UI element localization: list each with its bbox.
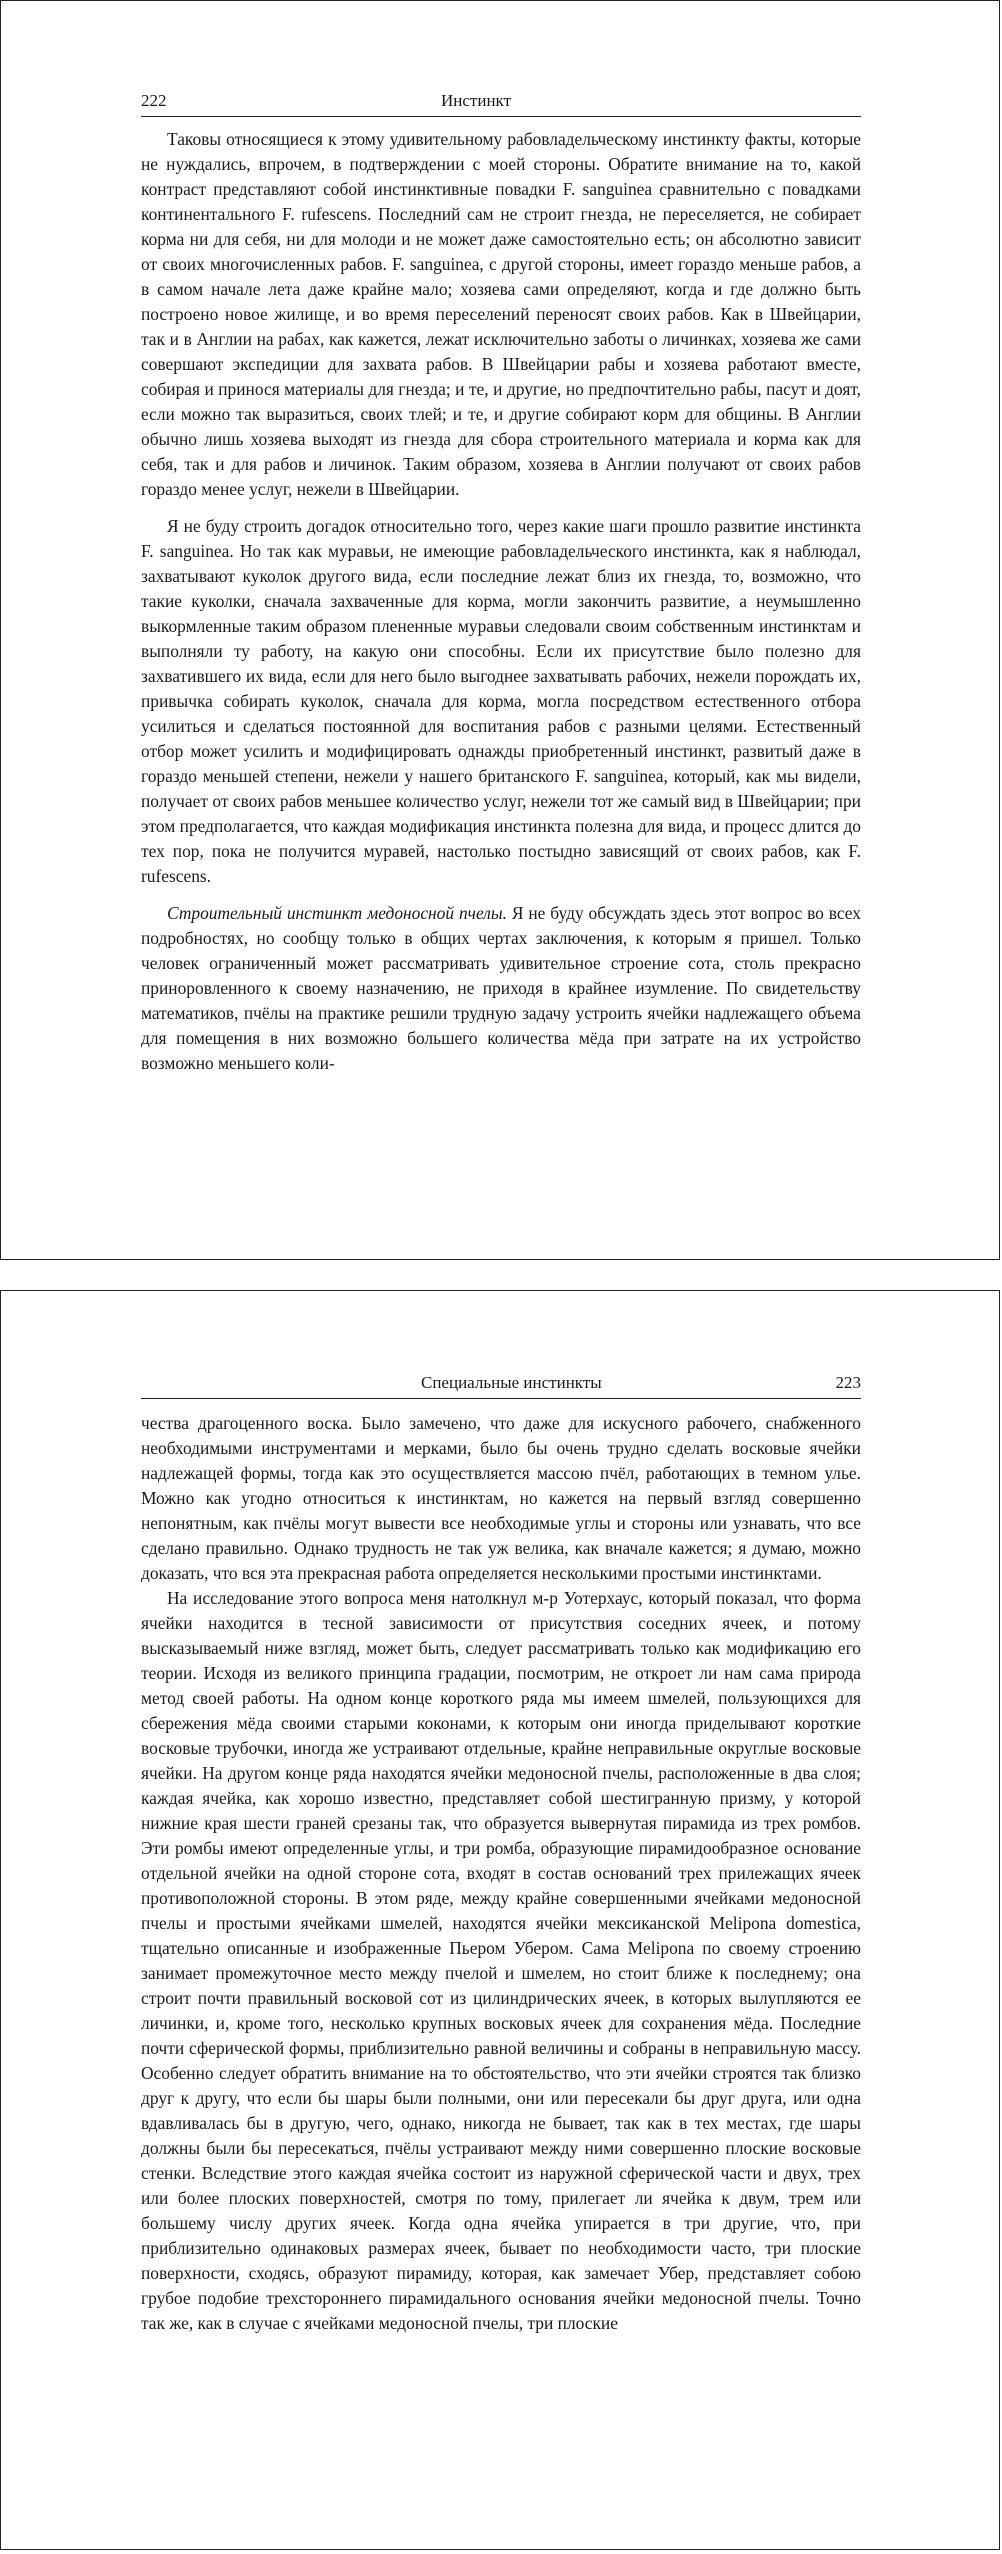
running-header bbox=[141, 1372, 861, 1399]
running-title: Инстинкт bbox=[441, 91, 512, 110]
page-body bbox=[141, 127, 861, 1076]
paragraph: Я не буду строить догадок относительно того, через какие шаги прошло развитие инстинкта F. sanguinea. Но так как муравьи, не имеющие рабовладельческого инстинкта, как я наблюдал, захватывают куколок другого вида, если последние лежат близ их гнезда, то, возможно, что такие куколки, сначала захваченные для корма, могли закончить развитие, а неумышленно выкормленные таким образом плененные муравьи следовали своим собственным инстинктам и выполняли ту работу, на какую они способны. Если их присутствие было полезно для захватившего их вида, если для него было выгоднее захватывать рабочих, нежели порождать их, привычка собирать куколок, сначала для корма, могла посредством естественного отбора усилиться и сделаться постоянной для воспитания рабов с разными целями. Естественный отбор может усилить и модифицировать однажды приобретенный инстинкт, развитый даже в гораздо меньшей степени, нежели у нашего британского F. sanguinea, который, как мы видели, получает от своих рабов меньшее количество услуг, нежели тот же самый вид в Швейцарии; при этом предполагается, что каждая модификация инстинкта полезна для вида, и процесс длится до тех пор, пока не получится муравей, настолько постыдно зависящий от своих рабов, как F. rufescens. bbox=[141, 516, 861, 886]
page-222 bbox=[0, 0, 1000, 1260]
paragraph: Таковы относящиеся к этому удивительному рабовладельческому инстинкту факты, которые не нуждались, впрочем, в подтверждении с моей стороны. Обратите внимание на то, какой контраст представляют собой инстинктивные повадки F. sanguinea сравнительно с повадками континентального F. rufescens. Последний сам не строит гнезда, не переселяется, не собирает корма ни для себя, ни для молоди и не может даже самостоятельно есть; он абсолютно зависит от своих многочисленных рабов. F. sanguinea, с другой стороны, имеет гораздо меньше рабов, а в самом начале лета даже крайне мало; хозяева сами определяют, когда и где должно быть построено новое жилище, и во время переселений переносят своих рабов. Как в Швейцарии, так и в Англии на рабах, как кажется, лежат исключительно заботы о личинках, хозяева же сами совершают экспедиции для захвата рабов. В Швейцарии рабы и хозяева работают вместе, собирая и принося материалы для гнезда; и те, и другие, но предпочтительно рабы, пасут и доят, если можно так выразиться, своих тлей; и те, и другие собирают корм для общины. В Англии обычно лишь хозяева выходят из гнезда для сбора строительного материала и корма как для себя, так и для рабов и личинок. Таким образом, хозяева в Англии получают от своих рабов гораздо менее услуг, нежели в Швейцарии. bbox=[141, 129, 861, 499]
page-223 bbox=[0, 1290, 1000, 2550]
section-paragraph bbox=[141, 901, 861, 1076]
section-text: Я не буду обсуждать здесь этот вопрос во всех подробностях, но сообщу только в общих чертах заключения, к которым я пришел. Только человек ограниченный может рассматривать удивительное строение сота, столь прекрасно приноровленного к своему назначению, не приходя в крайнее изумление. По свидетельству математиков, пчёлы на практике решили трудную задачу устроить ячейки надлежащего объема для помещения в них возможно большего количества мёда при затрате на их устройство возможно меньшего коли- bbox=[141, 903, 861, 1073]
page-body bbox=[141, 1411, 861, 2336]
page-gap bbox=[0, 1260, 1002, 1290]
page-number: 222 bbox=[141, 91, 167, 110]
section-heading: Строительный инстинкт медоносной пчелы. bbox=[167, 903, 507, 923]
running-title: Специальные инстинкты bbox=[421, 1373, 602, 1392]
page-number: 223 bbox=[835, 1373, 861, 1392]
paragraph: чества драгоценного воска. Было замечено, что даже для искусного рабочего, снабженного необходимыми инструментами и мерками, было бы очень трудно сделать восковые ячейки надлежащей формы, тогда как это осуществляется массою пчёл, работающих в темном улье. Можно как угодно относиться к инстинктам, но кажется на первый взгляд совершенно непонятным, как пчёлы могут вывести все необходимые углы и стороны или узнавать, что все сделано правильно. Однако трудность не так уж велика, как вначале кажется; я думаю, можно доказать, что вся эта прекрасная работа определяется несколькими простыми инстинктами. bbox=[141, 1413, 861, 1583]
paragraph: На исследование этого вопроса меня натолкнул м-р Уотерхаус, который показал, что форма ячейки находится в тесной зависимости от присутствия соседних ячеек, и потому высказываемый ниже взгляд, может быть, следует рассматривать только как модификацию его теории. Исходя из великого принципа градации, посмотрим, не откроет ли нам сама природа метод своей работы. На одном конце короткого ряда мы имеем шмелей, пользующихся для сбережения мёда своими старыми коконами, к которым они иногда приделывают короткие восковые трубочки, иногда же устраивают отдельные, крайне неправильные округлые восковые ячейки. На другом конце ряда находятся ячейки медоносной пчелы, расположенные в два слоя; каждая ячейка, как хорошо известно, представляет собой шестигранную призму, у которой нижние края шести граней срезаны так, что образуется вывернутая пирамида из трех ромбов. Эти ромбы имеют определенные углы, и три ромба, образующие пирамидообразное основание отдельной ячейки на одной стороне сота, входят в состав оснований трех прилежащих ячеек противоположной стороны. В этом ряде, между крайне совершенными ячейками медоносной пчелы и простыми ячейками шмелей, находятся ячейки мексиканской Melipona domestica, тщательно описанные и изображенные Пьером Убером. Сама Melipona по своему строению занимает промежуточное место между пчелой и шмелем, но стоит ближе к последнему; она строит почти правильный восковой сот из цилиндрических ячеек, в которых вылупляются ее личинки, и, кроме того, несколько крупных восковых ячеек для сохранения мёда. Последние почти сферической формы, приблизительно равной величины и собраны в неправильную массу. Особенно следует обратить внимание на то обстоятельство, что эти ячейки строятся так близко друг к другу, что если бы шары были полными, они или пересекали бы друг друга, или одна вдавливалась бы в другую, чего, однако, никогда не бывает, так как в тех местах, где шары должны были бы пересекаться, пчёлы устраивают между ними совершенно плоские восковые стенки. Вследствие этого каждая ячейка состоит из наружной сферической части и двух, трех или более плоских поверхностей, смотря по тому, прилегает ли ячейка к двум, трем или большему числу других ячеек. Когда одна ячейка упирается в три другие, что, при приблизительно одинаковых размерах ячеек, бывает по необходимости часто, три плоские поверхности, сходясь, образуют пирамиду, которая, как замечает Убер, представляет собою грубое подобие трехстороннего пирамидального основания ячейки медоносной пчелы. Точно так же, как в случае с ячейками медоносной пчелы, три плоские bbox=[141, 1588, 861, 2333]
running-header bbox=[141, 90, 861, 117]
